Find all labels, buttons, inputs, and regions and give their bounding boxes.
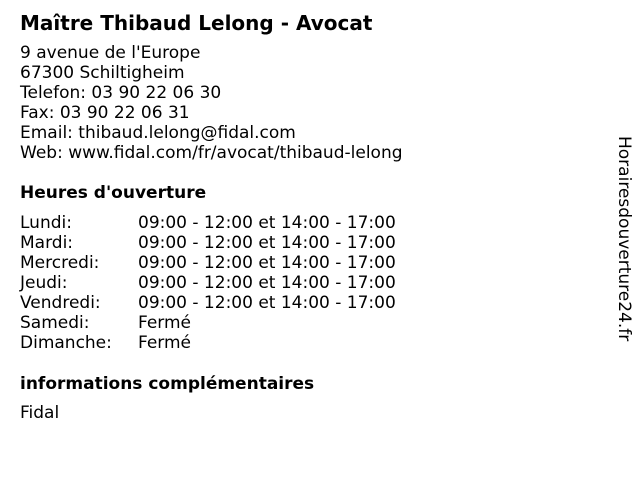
hours-row-wednesday [20, 253, 440, 273]
time-value: 09:00 - 12:00 et 14:00 - 17:00 [138, 233, 396, 253]
hours-row-friday [20, 293, 440, 313]
time-value: Fermé [138, 313, 192, 333]
site-watermark: Horairesdouverture24.fr [614, 136, 634, 342]
contact-block [20, 43, 403, 163]
hours-row-monday [20, 213, 440, 233]
web-line: Web: www.fidal.com/fr/avocat/thibaud-lelong [20, 143, 403, 163]
additional-info-heading: informations complémentaires [20, 374, 315, 394]
time-value: Fermé [138, 333, 192, 353]
page-title: Maître Thibaud Lelong - Avocat [20, 11, 373, 35]
opening-hours-table [20, 213, 440, 353]
time-value: 09:00 - 12:00 et 14:00 - 17:00 [138, 253, 396, 273]
day-label: Vendredi: [20, 293, 101, 313]
day-label: Dimanche: [20, 333, 112, 353]
opening-hours-heading: Heures d'ouverture [20, 183, 207, 203]
hours-row-saturday [20, 313, 440, 333]
time-value: 09:00 - 12:00 et 14:00 - 17:00 [138, 213, 396, 233]
address-city: 67300 Schiltigheim [20, 63, 185, 83]
time-value: 09:00 - 12:00 et 14:00 - 17:00 [138, 273, 396, 293]
fax-line: Fax: 03 90 22 06 31 [20, 103, 190, 123]
day-label: Jeudi: [20, 273, 68, 293]
address-street: 9 avenue de l'Europe [20, 43, 201, 63]
day-label: Lundi: [20, 213, 72, 233]
day-label: Samedi: [20, 313, 90, 333]
email-line: Email: thibaud.lelong@fidal.com [20, 123, 296, 143]
phone-line: Telefon: 03 90 22 06 30 [20, 83, 222, 103]
hours-row-thursday [20, 273, 440, 293]
day-label: Mercredi: [20, 253, 100, 273]
hours-row-tuesday [20, 233, 440, 253]
additional-info-text: Fidal [20, 403, 60, 423]
time-value: 09:00 - 12:00 et 14:00 - 17:00 [138, 293, 396, 313]
hours-row-sunday [20, 333, 440, 353]
day-label: Mardi: [20, 233, 74, 253]
